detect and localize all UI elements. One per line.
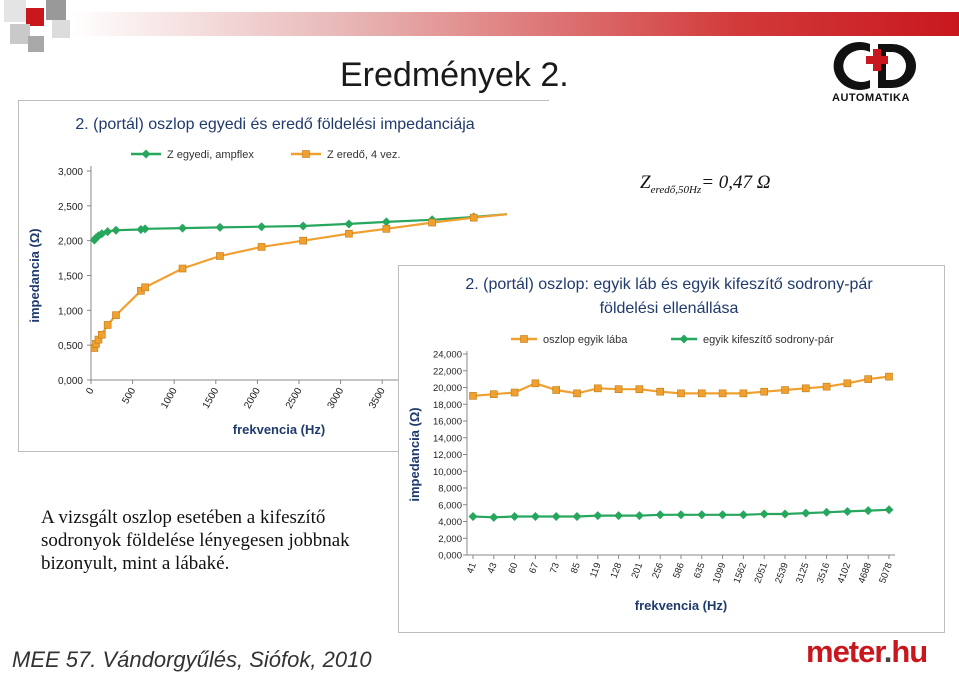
x-tick-label: 2500	[283, 386, 305, 411]
conclusion-text: A vizsgált oszlop esetében a kifeszítő sodronyok földelése lényegesen jobbnak bizonyult, mint a lábaké.	[41, 507, 350, 574]
y-tick-label: 2,000	[57, 236, 83, 248]
decor-square	[10, 24, 30, 44]
x-tick-label: 2051	[752, 561, 771, 585]
legend-label: oszlop egyik lába	[543, 334, 628, 346]
x-tick-label: 2000	[242, 386, 263, 411]
data-point	[614, 511, 623, 520]
data-point	[299, 222, 308, 231]
logo-text: AUTOMATIKA	[832, 92, 910, 104]
data-point	[531, 512, 540, 521]
data-point	[574, 390, 581, 397]
x-tick-label: 1099	[710, 561, 729, 585]
x-tick-label: 73	[548, 561, 563, 575]
x-tick-label: 256	[650, 561, 667, 580]
y-tick-label: 18,000	[432, 399, 462, 411]
data-point	[429, 219, 436, 226]
data-point	[573, 512, 582, 521]
x-tick-label: 635	[691, 561, 708, 580]
data-point	[178, 224, 187, 233]
x-tick-label: 1562	[731, 561, 750, 585]
y-tick-label: 12,000	[432, 450, 462, 461]
legend-marker	[680, 335, 689, 344]
formula-value: = 0,47 Ω	[701, 172, 771, 193]
data-point	[843, 507, 852, 516]
legend-label: Z egyedi, ampflex	[167, 149, 254, 161]
data-point	[739, 510, 748, 519]
data-point	[677, 510, 686, 519]
data-point	[864, 506, 873, 515]
x-axis-label: frekvencia (Hz)	[634, 598, 728, 613]
top-banner-bar	[70, 12, 959, 36]
x-tick-label: 43	[485, 561, 500, 575]
y-tick-label: 20,000	[432, 383, 462, 394]
data-point	[532, 380, 539, 387]
x-tick-label: 85	[568, 561, 583, 575]
legend-marker	[142, 150, 151, 159]
footer-conference: MEE 57. Vándorgyűlés, Siófok, 2010	[12, 647, 372, 672]
data-point	[490, 391, 497, 398]
decor-square	[28, 36, 44, 52]
y-tick-label: 14,000	[432, 433, 462, 445]
x-tick-label: 60	[506, 561, 521, 575]
data-point	[382, 217, 391, 226]
x-tick-label: 586	[671, 561, 687, 580]
data-point	[257, 222, 266, 231]
data-point	[470, 214, 477, 221]
data-point	[469, 512, 478, 521]
data-point	[615, 386, 622, 393]
data-point	[215, 223, 224, 232]
data-point	[678, 390, 685, 397]
y-tick-label: 4,000	[438, 517, 462, 528]
x-tick-label: 67	[527, 561, 542, 575]
data-point	[886, 373, 893, 380]
data-point	[553, 387, 560, 394]
data-point	[179, 265, 186, 272]
data-point	[142, 284, 149, 291]
chart-title: földelési ellenállása	[599, 300, 739, 317]
data-point	[489, 513, 498, 522]
data-point	[552, 512, 561, 521]
data-point	[760, 509, 769, 518]
x-tick-label: 1000	[159, 386, 180, 411]
legend-marker	[521, 336, 528, 343]
impedance-formula	[640, 172, 771, 196]
y-tick-label: 8,000	[438, 483, 462, 495]
data-point	[635, 511, 644, 520]
x-tick-label: 500	[120, 386, 139, 406]
data-point	[511, 389, 518, 396]
y-tick-label: 16,000	[432, 416, 462, 428]
chart-panel-leg-vs-wire	[398, 265, 945, 633]
y-tick-label: 22,000	[432, 366, 462, 378]
x-tick-label: 4102	[835, 561, 854, 585]
data-point	[300, 237, 307, 244]
data-point	[111, 226, 120, 235]
x-tick-label: 3000	[325, 386, 347, 411]
data-point	[216, 252, 223, 259]
data-point	[470, 392, 477, 399]
y-tick-label: 2,000	[438, 533, 462, 545]
y-tick-label: 2,500	[57, 201, 83, 213]
data-point	[801, 509, 810, 518]
formula-symbol: Z	[640, 172, 651, 193]
y-tick-label: 10,000	[432, 466, 462, 478]
meter-hu-logo	[806, 634, 927, 670]
data-point	[636, 386, 643, 393]
meter-logo-part2: hu	[891, 634, 928, 669]
legend-label: Z eredő, 4 vez.	[327, 149, 401, 161]
data-point	[802, 385, 809, 392]
y-tick-label: 0,000	[438, 550, 462, 562]
data-point	[112, 312, 119, 319]
y-axis-label: impedancia (Ω)	[27, 228, 42, 323]
chart-title: 2. (portál) oszlop: egyik láb és egyik kifeszítő sodrony-pár	[465, 276, 873, 293]
y-tick-label: 0,500	[57, 341, 83, 353]
x-tick-label: 0	[84, 386, 97, 397]
meter-logo-dot: .	[883, 634, 892, 669]
slide-title: Eredmények 2.	[340, 56, 569, 94]
x-axis-label: frekvencia (Hz)	[232, 422, 326, 437]
x-tick-label: 3125	[794, 561, 812, 585]
data-point	[822, 508, 831, 517]
y-tick-label: 6,000	[438, 500, 462, 512]
data-point	[510, 512, 519, 521]
y-axis-label: impedancia (Ω)	[407, 407, 422, 502]
data-point	[345, 230, 352, 237]
y-tick-label: 1,500	[57, 271, 83, 283]
cd-logo-icon	[826, 36, 926, 98]
data-point	[258, 243, 265, 250]
data-point	[761, 388, 768, 395]
data-point	[657, 388, 664, 395]
formula-subscript: eredő,50Hz	[650, 183, 702, 196]
data-point	[781, 509, 790, 518]
data-point	[593, 511, 602, 520]
x-tick-label: 201	[629, 561, 646, 580]
data-point	[344, 219, 353, 228]
data-point	[782, 387, 789, 394]
data-point	[844, 380, 851, 387]
x-tick-label: 41	[464, 561, 479, 575]
x-tick-label: 1500	[200, 386, 222, 411]
meter-logo-part1: meter	[806, 634, 884, 669]
data-point	[383, 225, 390, 232]
legend-label: egyik kifeszítő sodrony-pár	[703, 334, 834, 346]
decor-square	[4, 0, 26, 22]
x-tick-label: 4688	[856, 561, 875, 585]
x-tick-label: 3500	[367, 386, 388, 411]
data-point	[594, 385, 601, 392]
chart-2-svg	[399, 266, 944, 632]
data-point	[865, 376, 872, 383]
data-point	[885, 505, 894, 514]
x-tick-label: 5078	[877, 561, 895, 585]
y-tick-label: 3,000	[57, 167, 83, 178]
y-tick-label: 24,000	[432, 349, 462, 361]
data-point	[719, 390, 726, 397]
x-tick-label: 2539	[773, 561, 791, 585]
decor-square	[46, 0, 66, 20]
data-point	[718, 510, 727, 519]
x-tick-label: 119	[588, 561, 604, 580]
chart-title: 2. (portál) oszlop egyedi és eredő földelési impedanciája	[75, 116, 475, 133]
y-tick-label: 1,000	[57, 306, 83, 318]
data-point	[740, 390, 747, 397]
data-point	[697, 510, 706, 519]
data-point	[656, 510, 665, 519]
data-point	[698, 390, 705, 397]
decor-square	[52, 20, 70, 38]
x-tick-label: 3516	[814, 561, 833, 585]
legend-marker	[303, 151, 310, 158]
x-tick-label: 128	[608, 561, 625, 580]
data-point	[823, 383, 830, 390]
data-point	[104, 321, 111, 328]
y-tick-label: 0,000	[57, 376, 83, 387]
data-point	[98, 331, 105, 338]
